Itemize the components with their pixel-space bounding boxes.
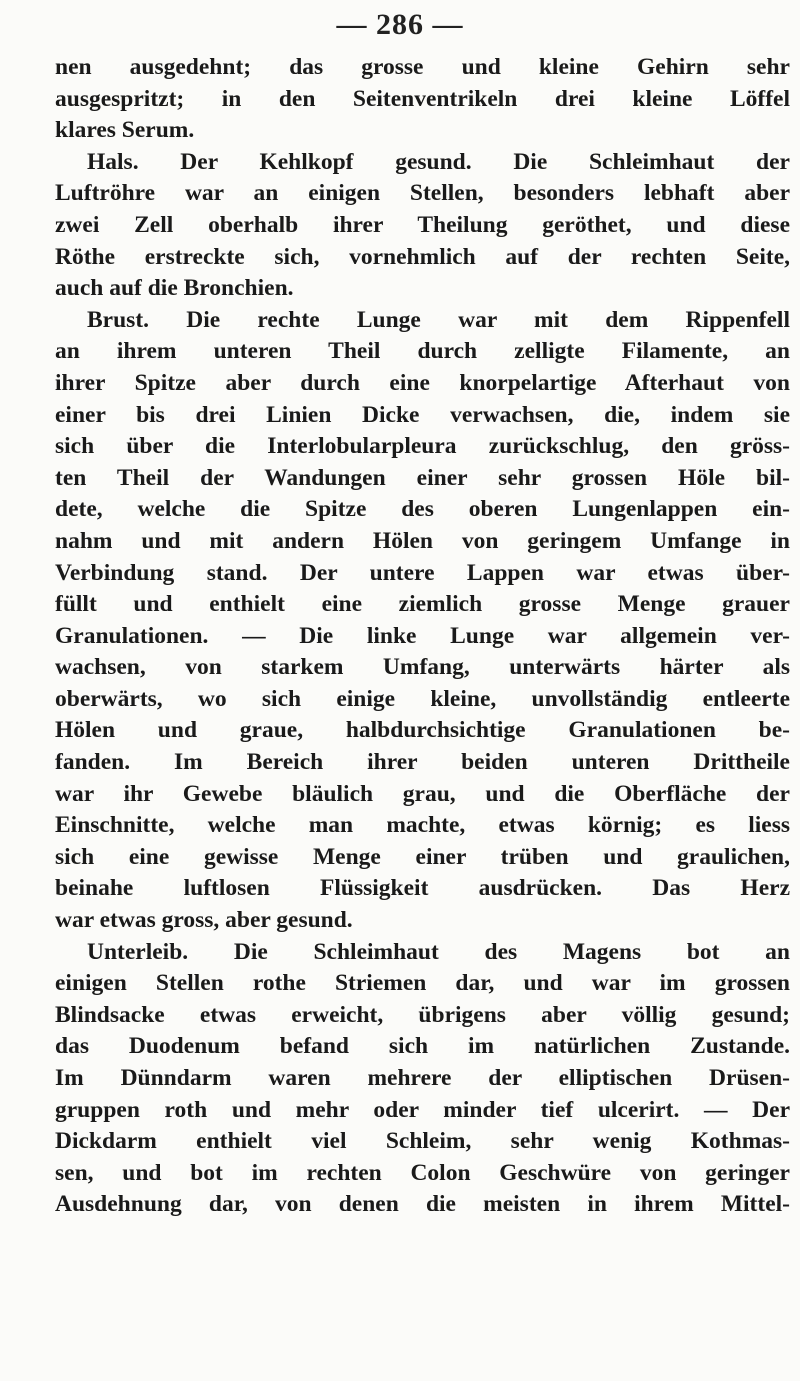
text-line: war ihr Gewebe bläulich grau, und die Oberfläche der xyxy=(55,780,790,807)
section-heading-hals: Hals. Der Kehlkopf gesund. Die Schleimhaut der xyxy=(87,148,790,175)
text-line: fanden. Im Bereich ihrer beiden unteren Drittheile xyxy=(55,749,790,776)
text-line: ihrer Spitze aber durch eine knorpelartige Afterhaut von xyxy=(55,369,790,396)
text-line: Luftröhre war an einigen Stellen, besonders lebhaft aber xyxy=(55,180,790,207)
text-line: Granulationen. — Die linke Lunge war allgemein ver- xyxy=(55,622,790,649)
text-line: auch auf die Bronchien. xyxy=(55,275,294,302)
page-number: — 286 — xyxy=(336,8,464,41)
text-line: nen ausgedehnt; das grosse und kleine Gehirn sehr xyxy=(55,54,790,80)
text-line: Einschnitte, welche man machte, etwas körnig; es liess xyxy=(55,812,790,839)
section-heading-unterleib: Unterleib. Die Schleimhaut des Magens bot an xyxy=(87,938,790,965)
text-line: einigen Stellen rothe Striemen dar, und war im grossen xyxy=(55,970,790,997)
text-line: das Duodenum befand sich im natürlichen Zustande. xyxy=(55,1033,790,1060)
text-line: Blindsacke etwas erweicht, übrigens aber völlig gesund; xyxy=(55,1001,790,1028)
text-line: Ausdehnung dar, von denen die meisten in ihrem Mittel- xyxy=(55,1191,790,1218)
section-heading-brust: Brust. Die rechte Lunge war mit dem Rippenfell xyxy=(87,306,790,333)
text-line: nahm und mit andern Hölen von geringem Umfange in xyxy=(55,527,790,554)
text-line: zwei Zell oberhalb ihrer Theilung geröthet, und diese xyxy=(55,211,790,238)
text-line: füllt und enthielt eine ziemlich grosse Menge grauer xyxy=(55,591,790,618)
text-line: Im Dünndarm waren mehrere der elliptischen Drüsen- xyxy=(55,1065,790,1091)
text-line: klares Serum. xyxy=(55,117,195,144)
text-line: war etwas gross, aber gesund. xyxy=(55,907,353,934)
text-line: sich über die Interlobularpleura zurückschlug, den gröss- xyxy=(55,433,790,460)
text-line: oberwärts, wo sich einige kleine, unvollständig entleerte xyxy=(55,685,790,712)
text-line: Verbindung stand. Der untere Lappen war etwas über- xyxy=(55,559,790,586)
text-line: sen, und bot im rechten Colon Geschwüre von geringer xyxy=(55,1159,790,1186)
text-line: gruppen roth und mehr oder minder tief ulcerirt. — Der xyxy=(55,1096,790,1123)
text-line: sich eine gewisse Menge einer trüben und graulichen, xyxy=(55,843,790,870)
text-line: einer bis drei Linien Dicke verwachsen, die, indem sie xyxy=(55,401,790,428)
text-line: ausgespritzt; in den Seitenventrikeln drei kleine Löffel xyxy=(55,85,790,112)
text-line: beinahe luftlosen Flüssigkeit ausdrücken. Das Herz xyxy=(55,875,790,902)
body-text xyxy=(55,52,790,1221)
text-line: ten Theil der Wandungen einer sehr grossen Höle bil- xyxy=(55,464,790,491)
text-line: dete, welche die Spitze des oberen Lungenlappen ein- xyxy=(55,496,790,523)
text-line: Röthe erstreckte sich, vornehmlich auf der rechten Seite, xyxy=(55,243,790,270)
text-line: an ihrem unteren Theil durch zelligte Filamente, an xyxy=(55,338,790,365)
text-line: Dickdarm enthielt viel Schleim, sehr wenig Kothmas- xyxy=(55,1128,790,1155)
text-line: wachsen, von starkem Umfang, unterwärts härter als xyxy=(55,654,790,681)
text-line: Hölen und graue, halbdurchsichtige Granulationen be- xyxy=(55,717,790,744)
